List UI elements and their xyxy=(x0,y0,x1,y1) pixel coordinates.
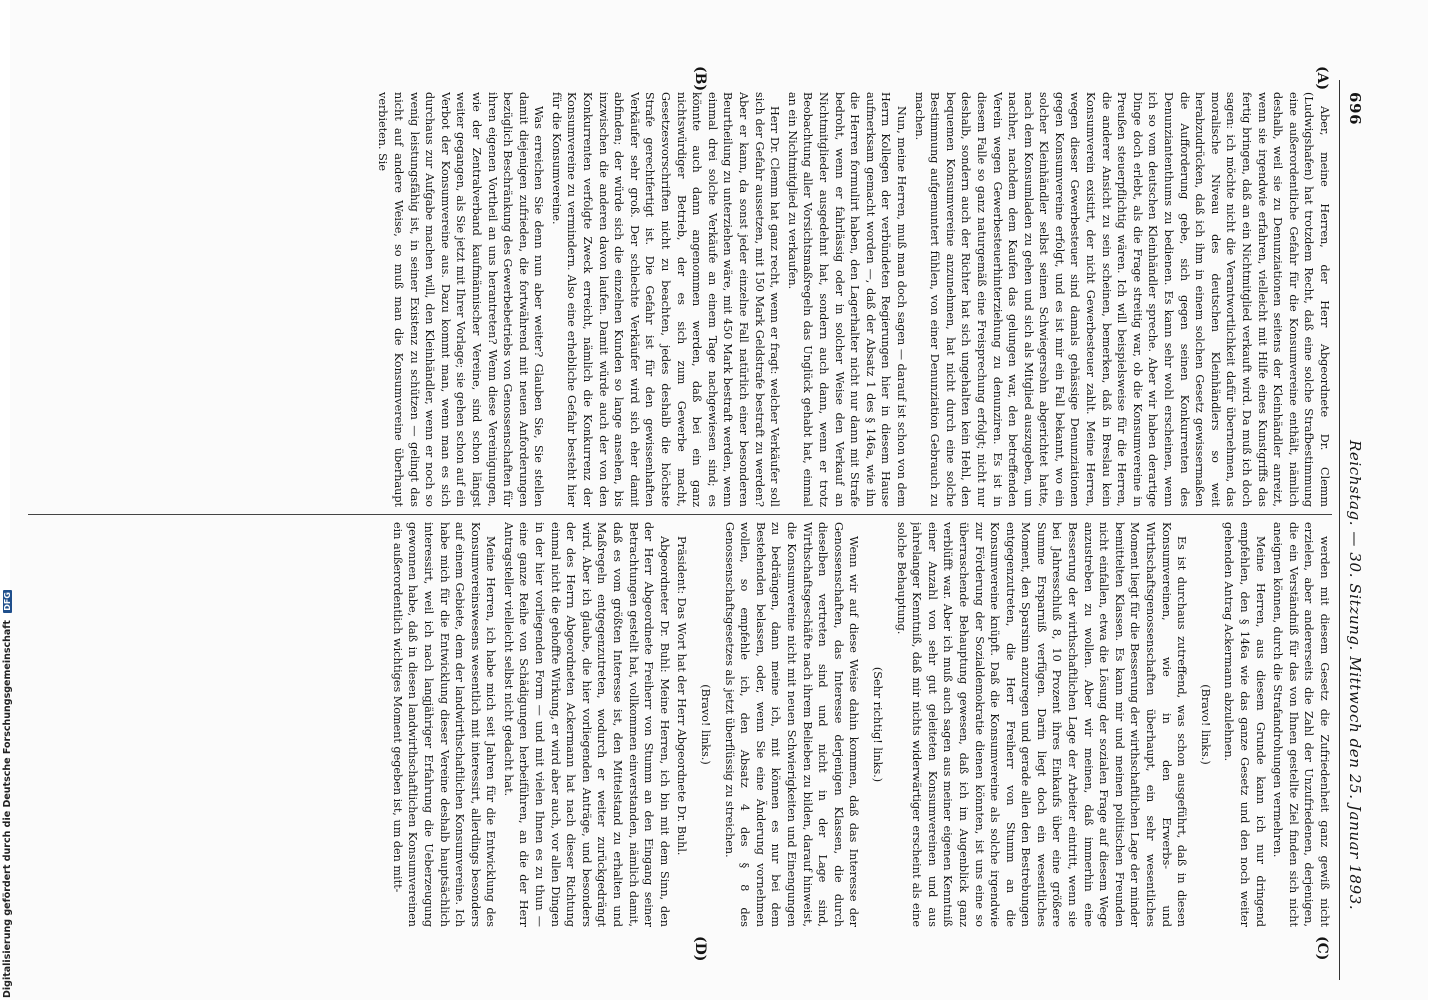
right-column xyxy=(28,522,1332,927)
paragraph: Aber, meine Herren, der Herr Abgeordnete Dr. Clemm (Ludwigshafen) hat trotzdem Recht, daß eine solche Strafbestimmung eine außerordentliche Gefahr für die Konsumvereine enthält, nämlich deshalb, weil sie zu Denunziationen seitens der Kleinhändler anreizt, wenn sie irgendwie erfahren, vielleicht mit Hilfe eines Kunstgriffs das fertig bringen, daß an ein Nichtmitglied verkauft wird. Da muß ich doch sagen: ich möchte nicht die Verantwortlichkeit dafür übernehmen, das moralische Niveau des deutschen Kleinhändlers so weit herabzudrücken, daß ich ihm in einem solchen Gesetz gewissermaßen die Aufforderung gebe, sich gegen seinen Konkurrenten des Denunziantenthums zu bedienen. Es kann sehr wohl erscheinen, wenn ich so vom deutschen Kleinhändler spreche. Aber wir haben derartige Dinge doch erlebt, als die Frage streitig war, ob die Konsumvereine in Preußen steuerpflichtig wären. Ich will beispielsweise für die Herren, die anderer Ansicht zu sein scheinen, bemerken, daß in Breslau kein Konsumverein existirt, der nicht Gewerbesteuer zahlt. Meine Herren, wegen dieser Gewerbesteuer sind damals gehässige Denunziationen gegen Konsumvereine erfolgt, und es ist mir ein Fall bekannt, wo ein solcher Kleinhändler selbst seinen Schwiegersohn abgerichtet hatte, nach dem Konsumladen zu gehen und sich als Mitglied auszugeben, um nachher, nachdem dem Kaufen das gelungen war, den betreffenden Verein wegen Gewerbesteuerhinterziehung zu denunziren. Es ist in diesem Falle so ganz naturgemäß eine Freisprechung erfolgt; nicht nur deshalb, sondern auch der Richter hat sich ungehalten kein Hehl, den bequemen Konsumvereine anzunehmen, hat nicht durch eine solche Bestimmung aufgemuntert fühlen, von einer Denunziation Gebrauch zu machen. xyxy=(912,92,1331,507)
paragraph: Nun, meine Herren, muß man doch sagen — darauf ist schon von dem Herrn Kollegen der verbündeten Regierungen hier in diesem Hause aufmerksam gemacht worden —, daß der Absatz 1 des § 146a, wie ihn die Herren formulirt haben, den Lagerhalter nicht nur dann mit Strafe bedroht, wenn er fahrlässig oder in solcher Weise den Verkauf an Nichtmitglieder ausgedehnt hat, sondern auch dann, wenn er trotz Beobachtung aller Vorsichtsmaßregeln das Unglück gehabt hat, einmal an ein Nichtmitglied zu verkaufen. xyxy=(785,92,908,507)
running-header xyxy=(1339,80,1366,980)
paragraph: Meine Herren, aus diesem Grunde kann ich nur dringend empfehlen, den § 146a wie das ganze Gesetz und den noch weiter gehenden Antrag Ackermann abzulehnen. xyxy=(1222,522,1267,927)
margin-mark-a: (A) xyxy=(1314,66,1330,91)
paragraph: werden mit diesem Gesetz die Zufriedenheit ganz gewiß nicht erzielen, aber andererseits die Zahl der Unzufriedenen, derjenigen, die ein Verständniß für das von Ihnen gestellte Ziel finden sich nicht aneignen können, durch die Strafandrohungen vermehren. xyxy=(1271,522,1331,927)
paragraph: Es ist durchaus zutreffend, was schon ausgeführt, daß in diesen Konsumvereinen, wie in den Erwerbs- und Wirthschaftsgenossenschaften überhaupt, ein sehr wesentliches Moment liegt für die Besserung der wirthschaftlichen Lage der minder bemittelten Klassen. Es kann mir und meinen politischen Freunden nicht einfallen, etwa die Lösung der sozialen Frage auf diesem Wege anzustreben zu wollen. Aber wir meinen, daß immerhin eine Besserung der wirthschaftlichen Lage der Arbeiter eintritt, wenn sie bei Jahresschluß 8, 10 Prozent ihres Einkaufs über eine größere Summe Ersparniß verfügen. Darin liegt doch ein wesentliches Moment, den Sparsinn anzuregen und gerade allen den Bestrebungen entgegenzutreten, die Herr Freiherr von Stumm an die Konsumvereine knüpft. Daß die Konsumvereine als solche irgendwie zur Förderung der Sozialdemokratie dienen könnten, ist uns eine so überraschende Behauptung gewesen, daß ich im Augenblick ganz verblüfft war. Aber ich muß auch sagen aus meiner eigenen Kenntniß einer Anzahl von sehr gut geleiteten Konsumvereinen und aus jahrelanger Kenntniß, daß mir nichts widerwärtiger erscheint als eine solche Behauptung. xyxy=(894,522,1189,927)
page-number: 696 xyxy=(1346,92,1364,126)
paragraph: Meine Herren, ich habe mich seit Jahren für die Entwicklung des Konsumvereinswesens wesentlich mit interessirt, allerdings besonders auf einem Gebiete, dem der landwirthschaftlichen Konsumvereine. Ich habe mich für die Entwicklung dieser Vereine deshalb hauptsächlich interessirt, weil ich nach langjähriger Erfahrung die Ueberzeugung gewonnen habe, daß in diesen landwirthschaftlichen Konsumvereinen ein außerordentlich wichtiges Moment gegeben ist, um den mitt- xyxy=(390,522,498,927)
applause-note: (Bravo! links.) xyxy=(699,684,713,765)
rotated-document-page xyxy=(10,0,1428,1000)
margin-mark-c: (C) xyxy=(1314,936,1330,961)
left-column xyxy=(28,92,1332,507)
margin-mark-d: (D) xyxy=(692,936,708,962)
applause-note: (Sehr richtig! links.) xyxy=(870,666,884,783)
column-divider xyxy=(28,514,1332,515)
speaker-paragraph: Präsident: Das Wort hat der Herr Abgeordnete Dr. Buhl. xyxy=(675,536,689,856)
credit-text: Digitalisierung gefördert durch die Deutsche Forschungsgemeinschaft xyxy=(2,620,13,998)
paragraph: Was erreichen Sie denn nun aber weiter? Glauben Sie, Sie stellen damit diejenigen zufrieden, die fortwährend mit neuen Anforderungen bezüglich Beschränkung des Gewerbebetriebs von Genossenschaften für ihren eigenen Vortheil an uns herantreten? Wenn diese Vereinigungen, wie der Zentralverband kaufmännischer Vereine, sind schon längst weiter gegangen, als Sie jetzt mit Ihrer Vorlage; sie gehen schon auf ein Verbot der Konsumvereine aus. Dazu kommt man, wenn man es sich durchaus zur Aufgabe machen will, den Kleinhändler, wenn er noch so wenig leistungsfähig ist, in seiner Existenz zu schützen — gelingt das nicht auf andere Weise, so muß man die Konsumvereine überhaupt verbieten. Sie xyxy=(376,92,546,507)
speaker-paragraph: Abgeordneter Dr. Buhl: Meine Herren, ich bin mit dem Sinn, den der Herr Abgeordnete Freiherr von Stumm an den Eingang seiner Betrachtungen gestellt hat, vollkommen einverstanden, nämlich damit, daß es vom größten Interesse ist, den Mittelstand zu erhalten und Maßregeln entgegenzutreten, wodurch er weiter zurückgedrängt wird. Aber ich glaube, die hier vorliegenden Anträge, und besonders der des Herrn Abgeordneten Ackermann hat nach dieser Richtung einmal nicht die gehoffte Wirkung, er wird aber auch, vor allen Dingen in der hier vorliegenden Form — und mit vielen Ihnen es zu thun — eine ganze Reihe von Schädigungen herbeiführen, an die der Herr Antragsteller vielleicht selbst nicht gedacht hat. xyxy=(501,522,671,927)
digitization-credit xyxy=(2,592,14,998)
margin-mark-b: (B) xyxy=(692,66,708,92)
paragraph: Wenn wir auf diese Weise dahin kommen, daß das Interesse der Genossenschaften, das Interesse derjenigen Klassen, die durch dieselben vertreten sind und nicht in der Lage sind, Wirthschaftsgeschäfte nach ihrem Belieben zu bilden, darauf hinweist, die Konsumvereine nicht mit neuen Schwierigkeiten und Einengungen zu bedrängen, dann meine ich, mit können es nur bei dem Bestehenden belassen, oder, wenn Sie eine Änderung vornehmen wollen, so empfehle ich, den Absatz 4 des § 8 des Genossenschaftsgesetzes als jetzt überflüssig zu streichen. xyxy=(722,522,861,927)
page-title: Reichstag. — 30. Sitzung. Mittwoch den 25. Januar 1893. xyxy=(1346,440,1364,911)
applause-note: (Bravo! links.) xyxy=(1198,684,1212,765)
paragraph: Herr Dr. Clemm hat ganz recht, wenn er fragt: welcher Verkäufer soll sich der Gefahr aussetzen, mit 150 Mark Geldstrafe bestraft zu werden? Aber er kann, da sonst jeder einzelne Fall natürlich einer besonderen Beurtheilung zu unterziehen wäre, mit 450 Mark bestraft werden, wenn einmal drei solche Verkäufe an einem Tage nachgewiesen sind; es könnte auch dann angenommen werden, daß bei ein ganz nichtswürdiger Betrieb, der es sich zum Gewerbe macht, Gesetzesvorschriften nicht zu beachten, jedes deshalb die höchste Strafe gerechtfertigt ist. Die Gefahr ist für den gewissenhaften Verkäufer sehr groß. Der schlechte Verkäufer wird sich eher damit abfinden; der würde sich die einzelnen Kunden so lange ansehen, bis inzwischen die anderen davon laufen. Damit würde auch der von den Konkurrenten verfolgte Zweck erreicht, nämlich die Konkurrenz der Konsumvereine zu vermindern. Also eine erhebliche Gefahr besteht hier für die Konsumvereine. xyxy=(549,92,782,507)
dfg-logo: DFG xyxy=(3,592,12,611)
